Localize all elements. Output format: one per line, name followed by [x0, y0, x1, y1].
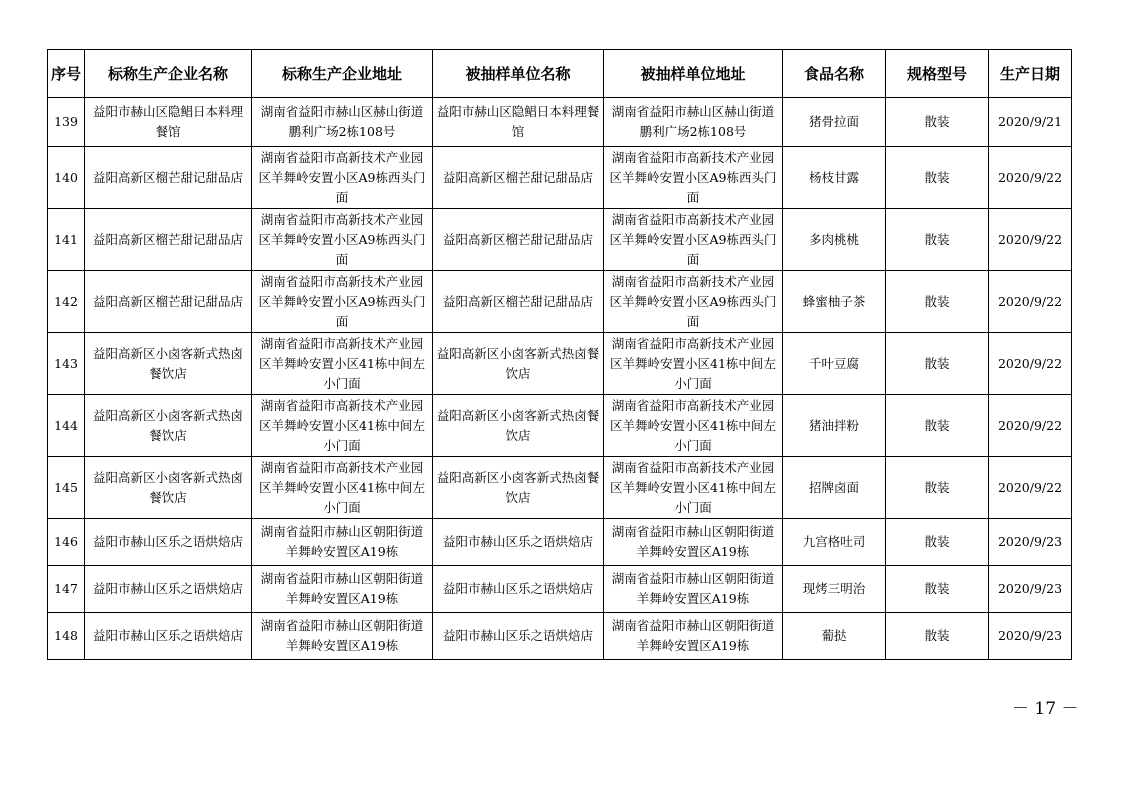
- cell-food-name: 葡挞: [783, 613, 886, 660]
- table-row: [48, 519, 1072, 566]
- cell-no: 144: [48, 395, 85, 457]
- cell-no: 146: [48, 519, 85, 566]
- header-maker-address: 标称生产企业地址: [252, 50, 433, 98]
- table-row: [48, 147, 1072, 209]
- header-maker: 标称生产企业名称: [85, 50, 252, 98]
- cell-no: 147: [48, 566, 85, 613]
- table-row: [48, 395, 1072, 457]
- cell-sampled-unit: 益阳高新区小卤客新式热卤餐饮店: [433, 457, 604, 519]
- cell-sampled-address: 湖南省益阳市高新技术产业园区羊舞岭安置小区41栋中间左小门面: [604, 395, 783, 457]
- cell-sampled-address: 湖南省益阳市赫山区朝阳街道羊舞岭安置区A19栋: [604, 566, 783, 613]
- cell-no: 145: [48, 457, 85, 519]
- cell-maker-address: 湖南省益阳市赫山区朝阳街道羊舞岭安置区A19栋: [252, 613, 433, 660]
- cell-sampled-unit: 益阳市赫山区乐之语烘焙店: [433, 519, 604, 566]
- cell-production-date: 2020/9/22: [989, 457, 1072, 519]
- cell-sampled-address: 湖南省益阳市高新技术产业园区羊舞岭安置小区A9栋西头门面: [604, 147, 783, 209]
- cell-food-name: 千叶豆腐: [783, 333, 886, 395]
- cell-spec: 散装: [886, 147, 989, 209]
- table-row: [48, 613, 1072, 660]
- cell-sampled-address: 湖南省益阳市赫山区赫山街道鹏利广场2栋108号: [604, 98, 783, 147]
- cell-spec: 散装: [886, 395, 989, 457]
- cell-no: 148: [48, 613, 85, 660]
- cell-spec: 散装: [886, 519, 989, 566]
- cell-maker: 益阳市赫山区乐之语烘焙店: [85, 613, 252, 660]
- table-row: [48, 209, 1072, 271]
- header-no: 序号: [48, 50, 85, 98]
- cell-sampled-address: 湖南省益阳市赫山区朝阳街道羊舞岭安置区A19栋: [604, 613, 783, 660]
- cell-maker: 益阳高新区小卤客新式热卤餐饮店: [85, 395, 252, 457]
- cell-food-name: 猪骨拉面: [783, 98, 886, 147]
- cell-maker-address: 湖南省益阳市高新技术产业园区羊舞岭安置小区A9栋西头门面: [252, 209, 433, 271]
- table-row: [48, 98, 1072, 147]
- table-row: [48, 271, 1072, 333]
- cell-no: 140: [48, 147, 85, 209]
- cell-food-name: 现烤三明治: [783, 566, 886, 613]
- cell-maker: 益阳高新区榴芒甜记甜品店: [85, 209, 252, 271]
- cell-production-date: 2020/9/22: [989, 395, 1072, 457]
- cell-maker-address: 湖南省益阳市高新技术产业园区羊舞岭安置小区41栋中间左小门面: [252, 333, 433, 395]
- cell-no: 139: [48, 98, 85, 147]
- cell-maker: 益阳高新区小卤客新式热卤餐饮店: [85, 333, 252, 395]
- cell-production-date: 2020/9/22: [989, 333, 1072, 395]
- cell-maker-address: 湖南省益阳市高新技术产业园区羊舞岭安置小区41栋中间左小门面: [252, 457, 433, 519]
- cell-production-date: 2020/9/23: [989, 519, 1072, 566]
- cell-production-date: 2020/9/22: [989, 271, 1072, 333]
- cell-spec: 散装: [886, 566, 989, 613]
- table-row: [48, 566, 1072, 613]
- header-food-name: 食品名称: [783, 50, 886, 98]
- header-spec: 规格型号: [886, 50, 989, 98]
- cell-maker-address: 湖南省益阳市高新技术产业园区羊舞岭安置小区A9栋西头门面: [252, 271, 433, 333]
- cell-sampled-address: 湖南省益阳市高新技术产业园区羊舞岭安置小区41栋中间左小门面: [604, 457, 783, 519]
- cell-production-date: 2020/9/23: [989, 566, 1072, 613]
- cell-sampled-address: 湖南省益阳市赫山区朝阳街道羊舞岭安置区A19栋: [604, 519, 783, 566]
- document-sheet: [47, 49, 1072, 660]
- table-row: [48, 333, 1072, 395]
- cell-spec: 散装: [886, 209, 989, 271]
- cell-sampled-unit: 益阳市赫山区乐之语烘焙店: [433, 613, 604, 660]
- cell-spec: 散装: [886, 457, 989, 519]
- cell-maker: 益阳高新区小卤客新式热卤餐饮店: [85, 457, 252, 519]
- cell-maker: 益阳市赫山区隐鲳日本料理餐馆: [85, 98, 252, 147]
- cell-maker-address: 湖南省益阳市高新技术产业园区羊舞岭安置小区A9栋西头门面: [252, 147, 433, 209]
- cell-production-date: 2020/9/22: [989, 209, 1072, 271]
- cell-sampled-unit: 益阳市赫山区乐之语烘焙店: [433, 566, 604, 613]
- cell-maker: 益阳高新区榴芒甜记甜品店: [85, 271, 252, 333]
- header-sampled-address: 被抽样单位地址: [604, 50, 783, 98]
- cell-no: 141: [48, 209, 85, 271]
- cell-no: 142: [48, 271, 85, 333]
- cell-production-date: 2020/9/22: [989, 147, 1072, 209]
- page-number: － 17 －: [1012, 699, 1079, 719]
- header-sampled-unit: 被抽样单位名称: [433, 50, 604, 98]
- cell-food-name: 九宫格吐司: [783, 519, 886, 566]
- cell-spec: 散装: [886, 271, 989, 333]
- cell-spec: 散装: [886, 333, 989, 395]
- cell-maker: 益阳高新区榴芒甜记甜品店: [85, 147, 252, 209]
- cell-maker-address: 湖南省益阳市高新技术产业园区羊舞岭安置小区41栋中间左小门面: [252, 395, 433, 457]
- cell-sampled-address: 湖南省益阳市高新技术产业园区羊舞岭安置小区41栋中间左小门面: [604, 333, 783, 395]
- cell-maker-address: 湖南省益阳市赫山区朝阳街道羊舞岭安置区A19栋: [252, 519, 433, 566]
- cell-sampled-unit: 益阳市赫山区隐鲳日本料理餐馆: [433, 98, 604, 147]
- cell-sampled-unit: 益阳高新区小卤客新式热卤餐饮店: [433, 395, 604, 457]
- cell-sampled-address: 湖南省益阳市高新技术产业园区羊舞岭安置小区A9栋西头门面: [604, 271, 783, 333]
- table-header-row: [48, 50, 1072, 98]
- cell-spec: 散装: [886, 98, 989, 147]
- cell-production-date: 2020/9/23: [989, 613, 1072, 660]
- cell-maker-address: 湖南省益阳市赫山区朝阳街道羊舞岭安置区A19栋: [252, 566, 433, 613]
- table-row: [48, 457, 1072, 519]
- cell-sampled-unit: 益阳高新区榴芒甜记甜品店: [433, 147, 604, 209]
- cell-no: 143: [48, 333, 85, 395]
- cell-spec: 散装: [886, 613, 989, 660]
- cell-sampled-address: 湖南省益阳市高新技术产业园区羊舞岭安置小区A9栋西头门面: [604, 209, 783, 271]
- cell-food-name: 杨枝甘露: [783, 147, 886, 209]
- cell-maker-address: 湖南省益阳市赫山区赫山街道鹏利广场2栋108号: [252, 98, 433, 147]
- inspection-table: [47, 49, 1072, 660]
- cell-food-name: 多肉桃桃: [783, 209, 886, 271]
- cell-maker: 益阳市赫山区乐之语烘焙店: [85, 566, 252, 613]
- cell-sampled-unit: 益阳高新区小卤客新式热卤餐饮店: [433, 333, 604, 395]
- cell-food-name: 猪油拌粉: [783, 395, 886, 457]
- header-production-date: 生产日期: [989, 50, 1072, 98]
- cell-food-name: 蜂蜜柚子茶: [783, 271, 886, 333]
- cell-maker: 益阳市赫山区乐之语烘焙店: [85, 519, 252, 566]
- cell-production-date: 2020/9/21: [989, 98, 1072, 147]
- cell-sampled-unit: 益阳高新区榴芒甜记甜品店: [433, 209, 604, 271]
- cell-sampled-unit: 益阳高新区榴芒甜记甜品店: [433, 271, 604, 333]
- cell-food-name: 招牌卤面: [783, 457, 886, 519]
